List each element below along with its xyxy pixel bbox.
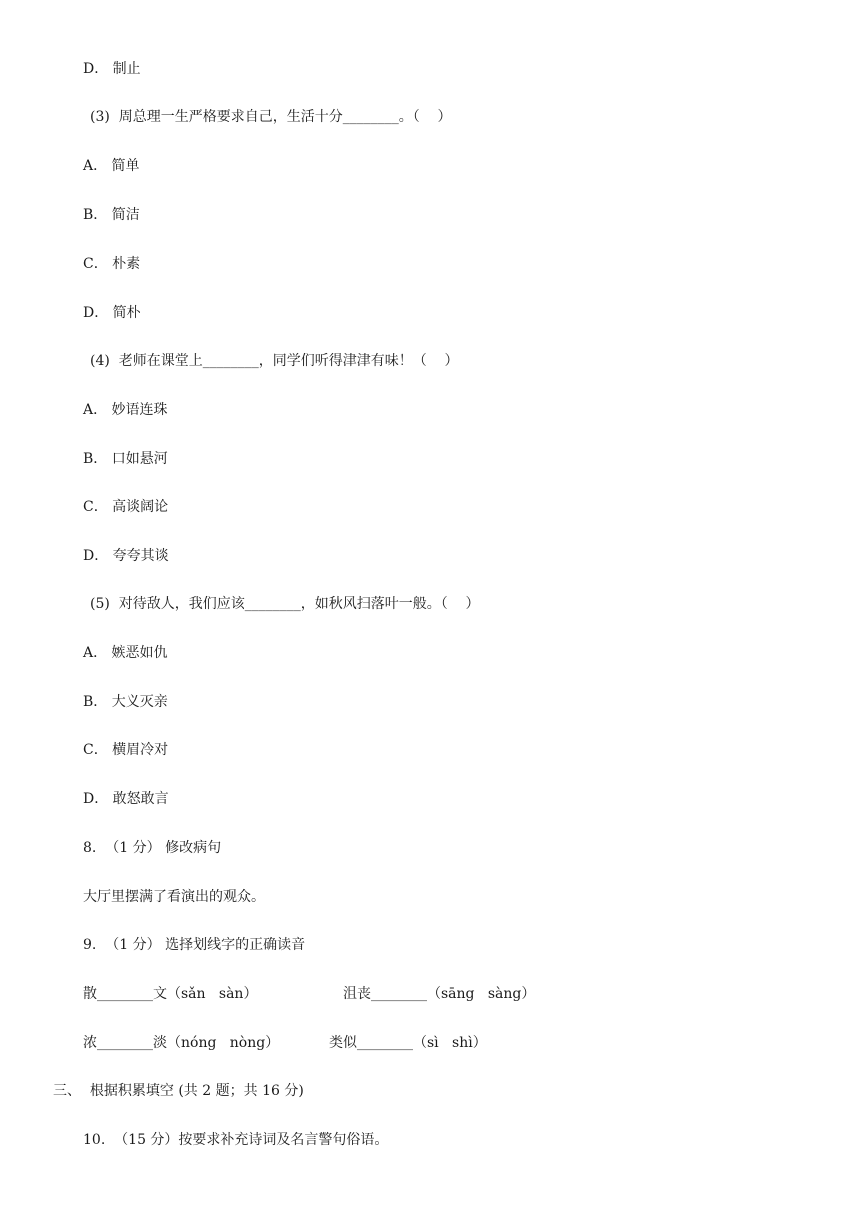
question-5-option-c: C． 横眉冷对 — [83, 742, 169, 758]
question-5-option-b: B． 大义灭亲 — [83, 694, 168, 710]
question-5-option-d: D． 敢怒敢言 — [83, 791, 169, 807]
question-10: 10. （15 分）按要求补充诗词及名言警句俗语。 — [83, 1132, 389, 1148]
question-3-option-d: D． 简朴 — [83, 305, 141, 321]
question-8-sentence: 大厅里摆满了看演出的观众。 — [83, 889, 265, 905]
section-3-heading: 三、 根据积累填空 (共 2 题；共 16 分) — [53, 1083, 304, 1099]
question-8: 8. （1 分） 修改病句 — [83, 840, 222, 856]
question-3-option-b: B． 简洁 — [83, 207, 140, 223]
question-4: (4) 老师在课堂上________，同学们听得津津有味！（ ） — [90, 353, 459, 369]
question-9-item-4: 类似________（sì shì） — [329, 1035, 487, 1051]
question-9-item-1: 散________文（sǎn sàn） — [83, 986, 258, 1002]
question-4-option-d: D． 夸夸其谈 — [83, 548, 169, 564]
question-4-option-b: B． 口如悬河 — [83, 451, 168, 467]
question-9-item-3: 浓________淡（nóng nòng） — [83, 1035, 280, 1051]
question-3-option-c: C． 朴素 — [83, 256, 141, 272]
question-3-option-a: A． 简单 — [83, 158, 140, 174]
question-9: 9. （1 分） 选择划线字的正确读音 — [83, 937, 306, 953]
question-5-option-a: A． 嫉恶如仇 — [83, 645, 168, 661]
question-9-item-2: 沮丧________（sāng sàng） — [343, 986, 536, 1002]
question-4-option-c: C． 高谈阔论 — [83, 499, 169, 515]
question-4-option-a: A． 妙语连珠 — [83, 402, 168, 418]
question-3: (3) 周总理一生严格要求自己，生活十分________。（ ） — [90, 109, 452, 125]
option-d-prev: D． 制止 — [83, 61, 141, 77]
question-5: (5) 对待敌人，我们应该________，如秋风扫落叶一般。（ ） — [90, 596, 480, 612]
